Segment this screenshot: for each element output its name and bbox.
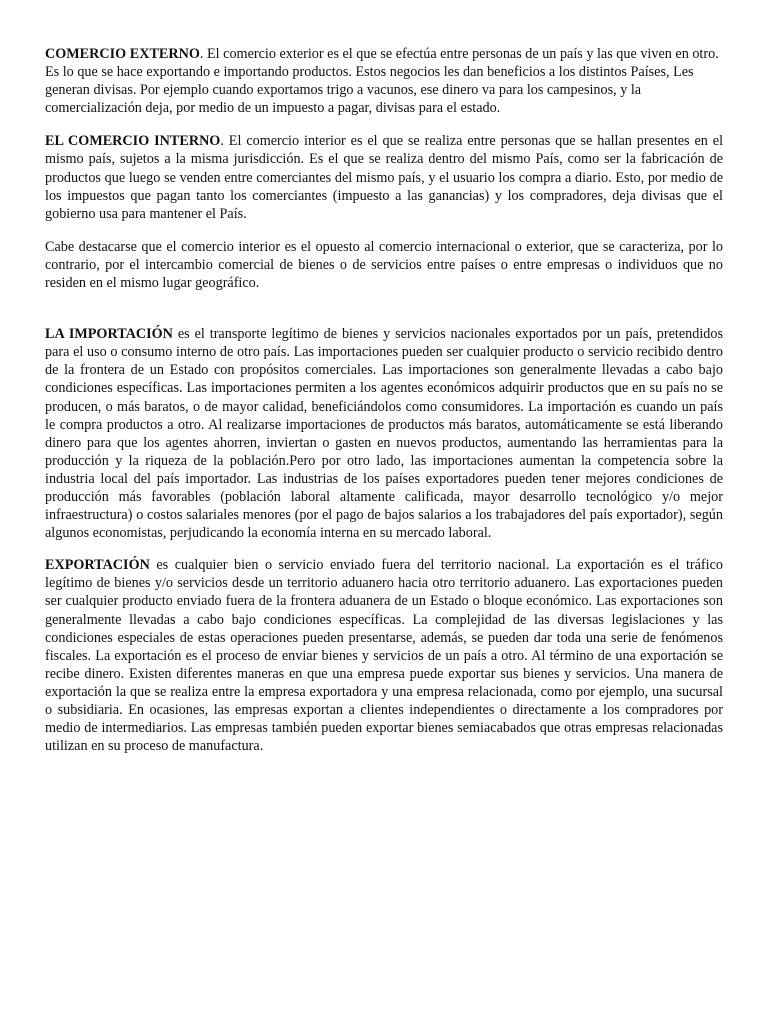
paragraph-comercio-externo — [45, 45, 723, 117]
document-page — [45, 45, 723, 755]
paragraph-importacion — [45, 325, 723, 542]
body-comercio-interno: . El comercio interior es el que se realiza entre personas que se hallan presentes en el mismo país, sujetos a la misma jurisdicción. Es el que se realiza dentro del mismo País, como ser la fabricación de productos que luego se venden entre comerciantes del mismo país, y el usuario los compra a diario. Esto, por medio de los impuestos que pagan tanto los comerciantes (impuesto a las ganancias) y los compradores, deja divisas que el gobierno usa para mantener el País. — [45, 133, 724, 222]
paragraph-comercio-interior-opuesto — [45, 238, 723, 292]
heading-importacion: LA IMPORTACIÓN — [45, 326, 173, 343]
body-comercio-externo: . El comercio exterior es el que se efectúa entre personas de un país y las que viven en otro. Es lo que se hace exportando e importando productos. Estos negocios les dan beneficios a los distintos Países, Les generan divisas. Por ejemplo cuando exportamos trigo a vacunos, ese dinero va para los campesinos, y la comercialización deja, por medio de un impuesto a pagar, divisas para el estado. — [45, 46, 719, 117]
paragraph-exportacion — [45, 556, 723, 755]
body-importacion: es el transporte legítimo de bienes y servicios nacionales exportados por un país, pretendidos para el uso o consumo interno de otro país. Las importaciones pueden ser cualquier producto o servicio recibido dentro de la frontera de un Estado con propósitos comerciales. Las importaciones son generalmente llevadas a cabo bajo condiciones específicas. Las importaciones permiten a los agentes económicos adquirir productos que en su país no se producen, o más baratos, o de mayor calidad, beneficiándolos como consumidores. La importación es cuando un país le compra productos a otro. Al realizarse importaciones de productos más baratos, automáticamente se está liberando dinero para que los agentes ahorren, inviertan o gasten en nuevos productos, aumentando las herramientas para la producción y la riqueza de la población.Pero por otro lado, las importaciones aumentan la competencia sobre la industria local del país importador. Las industrias de los países exportadores pueden tener mejores condiciones de producción más favorables (población laboral altamente calificada, mayor desarrollo tecnológico y/o mejor infraestructura) o costos salariales menores (por el pago de bajos salarios a los trabajadores del país exportador), según algunos economistas, perjudicando la economía interna en su mercado laboral. — [45, 326, 723, 542]
body-exportacion: es cualquier bien o servicio enviado fuera del territorio nacional. La exportación es el tráfico legítimo de bienes y/o servicios desde un territorio aduanero hacia otro territorio aduanero. Las exportaciones pueden ser cualquier producto enviado fuera de la frontera aduanera de un Estado o bloque económico. Las exportaciones son generalmente llevadas a cabo bajo condiciones específicas. La complejidad de las diversas legislaciones y las condiciones especiales de estas operaciones pueden presentarse, además, se pueden dar toda una serie de fenómenos fiscales. La exportación es el proceso de enviar bienes y servicios de un país a otro. Al término de una exportación se recibe dinero. Existen diferentes maneras en que una empresa puede exportar sus bienes y servicios. Una manera de exportación la que se realiza entre la empresa exportadora y una empresa relacionada, como por ejemplo, una sucursal o subsidiaria. En ocasiones, las empresas exportan a clientes independientes o directamente a los compradores por medio de intermediarios. Las empresas también pueden exportar bienes semiacabados que otras empresas relacionadas utilizan en su proceso de manufactura. — [45, 557, 723, 755]
heading-comercio-externo: COMERCIO EXTERNO — [45, 46, 200, 62]
heading-comercio-interno: EL COMERCIO INTERNO — [45, 133, 221, 150]
paragraph-comercio-interno — [45, 132, 723, 222]
heading-exportacion: EXPORTACIÓN — [45, 557, 150, 574]
body-comercio-interior-opuesto: Cabe destacarse que el comercio interior es el opuesto al comercio internacional o exterior, que se caracteriza, por lo contrario, por el intercambio comercial de bienes o de servicios entre países o entre empresas o individuos que no residen en el mismo lugar geográfico. — [45, 238, 723, 292]
